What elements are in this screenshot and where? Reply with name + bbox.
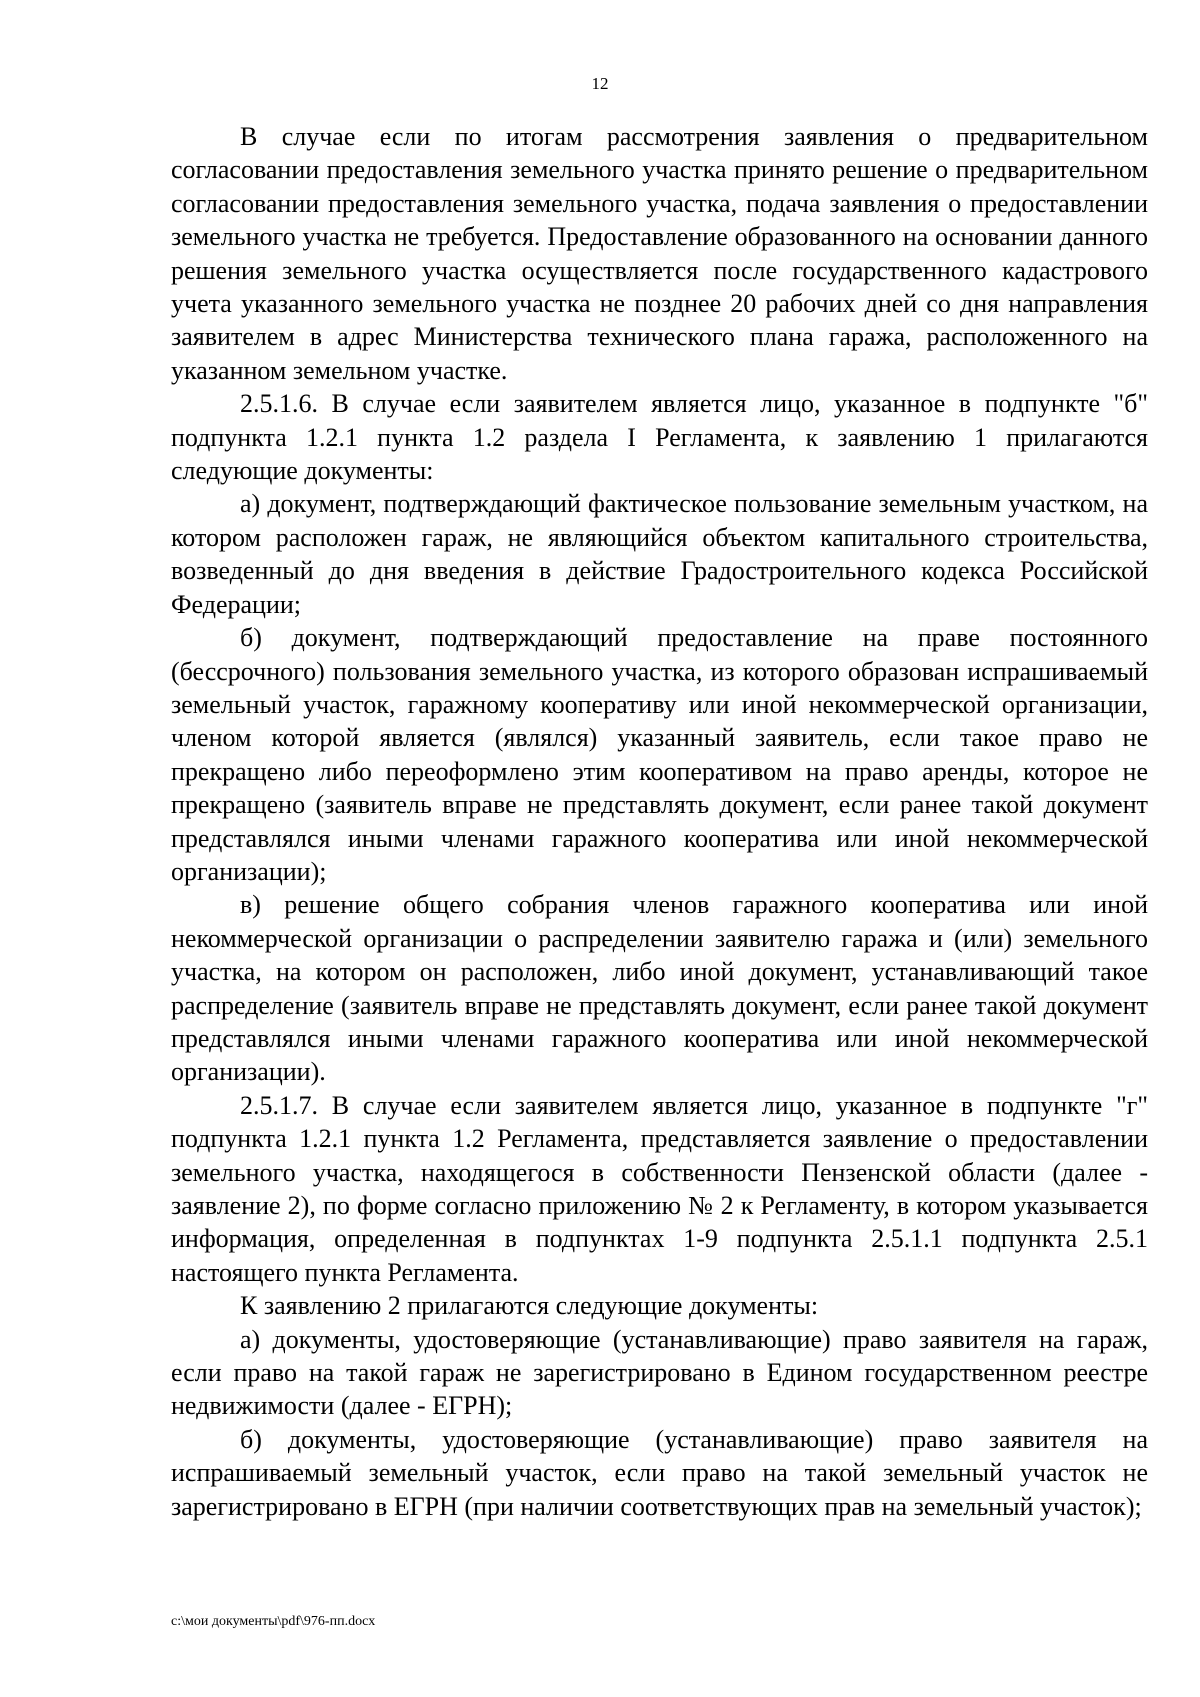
document-body bbox=[171, 120, 1148, 1523]
paragraph: 2.5.1.7. В случае если заявителем является лицо, указанное в подпункте "г" подпункта 1.2.1 пункта 1.2 Регламента, представляется заявление о предоставлении земельного участка, находящегося в собственности Пензенской области (далее - заявление 2), по форме согласно приложению № 2 к Регламенту, в котором указывается информация, определенная в подпунктах 1-9 подпункта 2.5.1.1 подпункта 2.5.1 настоящего пункта Регламента. bbox=[171, 1090, 1148, 1287]
footer-file-path: c:\мои документы\pdf\976-пп.docx bbox=[171, 1614, 376, 1629]
paragraph: К заявлению 2 прилагаются следующие документы: bbox=[240, 1291, 819, 1321]
page-number: 12 bbox=[591, 74, 609, 93]
paragraph: б) документ, подтверждающий предоставление на праве постоянного (бессрочного) пользования земельного участка, из которого образован испрашиваемый земельный участок, гаражному кооперативу или иной некоммерческой организации, членом которой является (являлся) указанный заявитель, если такое право не прекращено либо переоформлено этим кооперативом на право аренды, которое не прекращено (заявитель вправе не представлять документ, если ранее такой документ представлялся иными членами гаражного кооператива или иной некоммерческой организации); bbox=[171, 623, 1148, 886]
paragraph: а) документы, удостоверяющие (устанавливающие) право заявителя на гараж, если право на такой гараж не зарегистрировано в Едином государственном реестре недвижимости (далее - ЕГРН); bbox=[171, 1324, 1148, 1421]
paragraph: а) документ, подтверждающий фактическое пользование земельным участком, на котором расположен гараж, не являющийся объектом капитального строительства, возведенный до дня введения в действие Градостроительного кодекса Российской Федерации; bbox=[171, 489, 1148, 619]
paragraph: б) документы, удостоверяющие (устанавливающие) право заявителя на испрашиваемый земельный участок, если право на такой земельный участок не зарегистрировано в ЕГРН (при наличии соответствующих прав на земельный участок); bbox=[171, 1424, 1148, 1521]
paragraph: 2.5.1.6. В случае если заявителем является лицо, указанное в подпункте "б" подпункта 1.2.1 пункта 1.2 раздела I Регламента, к заявлению 1 прилагаются следующие документы: bbox=[171, 389, 1148, 486]
paragraph: в) решение общего собрания членов гаражного кооператива или иной некоммерческой организации о распределении заявителю гаража и (или) земельного участка, на котором он расположен, либо иной документ, устанавливающий такое распределение (заявитель вправе не представлять документ, если ранее такой документ представлялся иными членами гаражного кооператива или иной некоммерческой организации). bbox=[171, 890, 1148, 1087]
paragraph: В случае если по итогам рассмотрения заявления о предварительном согласовании предоставления земельного участка принято решение о предварительном согласовании предоставления земельного участка, подача заявления о предоставлении земельного участка не требуется. Предоставление образованного на основании данного решения земельного участка осуществляется после государственного кадастрового учета указанного земельного участка не позднее 20 рабочих дней со дня направления заявителем в адрес Министерства технического плана гаража, расположенного на указанном земельном участке. bbox=[171, 122, 1148, 385]
